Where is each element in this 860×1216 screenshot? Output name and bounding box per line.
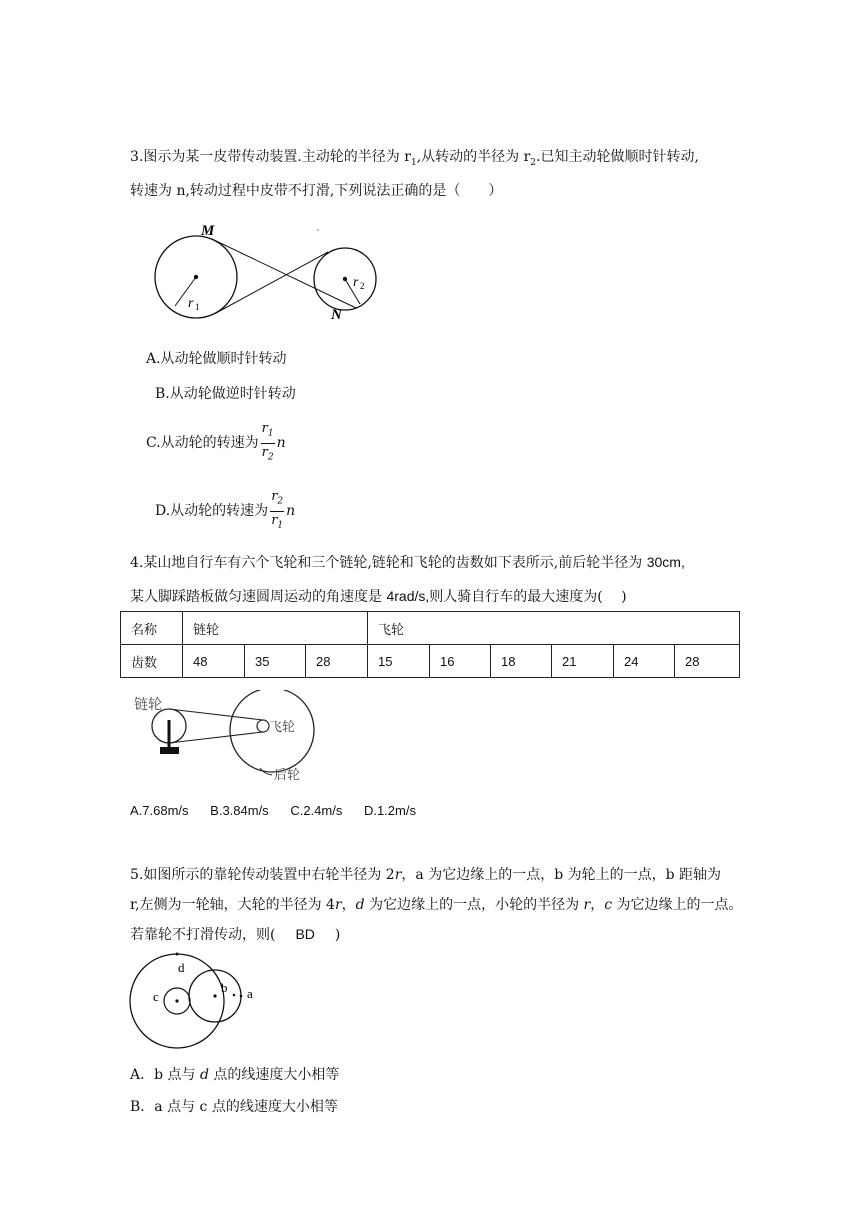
q3-option-d-num-sub: 2 (277, 496, 284, 507)
q4-line2-part-b: 4rad/s, (386, 588, 430, 604)
label-b: b (221, 980, 228, 995)
chain-upper (169, 709, 263, 720)
label-c: c (153, 989, 159, 1004)
q4-options (130, 803, 416, 818)
q3-option-d-num: r (271, 489, 278, 504)
q3-option-d-prefix: D.从动轮的转速为 (155, 503, 269, 520)
table-cell: 齿数 (121, 645, 183, 678)
label-rear-wheel: 后轮 (274, 767, 301, 782)
label-chainring: 链轮 (134, 698, 162, 713)
q5-line2-r2: r (583, 897, 591, 913)
q3-option-c-suffix: n (276, 435, 286, 452)
q4-option-c: C.2.4m/s (290, 803, 343, 818)
q5-line2-part-b: ， (341, 897, 356, 913)
q5-answer: BD (295, 926, 315, 942)
label-N: N (331, 307, 342, 323)
table-row (121, 612, 740, 645)
label-r1: r (188, 296, 194, 311)
label-r1-sub: 1 (195, 302, 200, 312)
q4-line2 (130, 586, 627, 606)
table-cell: 飞轮 (368, 612, 740, 645)
q3-option-c-num-sub: 1 (267, 428, 274, 439)
q5-line3-part-b: ) (334, 927, 341, 943)
table-cell: 28 (675, 645, 740, 678)
label-freewheel: 飞轮 (269, 719, 296, 734)
table-cell: 48 (183, 645, 245, 678)
q3-option-b: B.从动轮做逆时针转动 (155, 386, 296, 402)
q4-option-d: D.1.2m/s (363, 803, 416, 818)
q5-line2-part-c: 为它边缘上的一点，小轮的半径为 (364, 897, 584, 913)
label-d: d (178, 960, 185, 975)
q4-option-a: A.7.68m/s (130, 803, 189, 818)
table-cell: 链轮 (183, 612, 368, 645)
q3-option-c (146, 420, 286, 466)
q5-line2-c: c (604, 897, 613, 913)
table-cell: 21 (552, 645, 614, 678)
q5-option-a-part-1: A．b 点与 (130, 1067, 200, 1083)
q4-line1 (130, 552, 685, 572)
q3-option-c-num: r (261, 421, 268, 436)
q4-line2-part-c: 则人骑自行车的最大速度为( ) (429, 589, 627, 605)
gear-teeth-table (120, 611, 740, 678)
table-row (121, 645, 740, 678)
belt-lower (216, 252, 328, 313)
label-a: a (247, 986, 253, 1001)
q5-line1-r: r (394, 867, 402, 883)
label-r2: r (353, 275, 359, 290)
q5-option-b: B．a 点与 c 点的线速度大小相等 (130, 1099, 338, 1115)
q5-line2-part-a: r,左侧为一轮轴，大轮的半径为 4 (130, 897, 335, 913)
table-cell: 16 (430, 645, 491, 678)
q4-line1-part-a: 4.某山地自行车有六个飞轮和三个链轮,链轮和飞轮的齿数如下表所示,前后轮半径为 (130, 555, 643, 571)
table-cell: 35 (245, 645, 306, 678)
q5-option-a-d: d (199, 1067, 209, 1083)
q5-line3 (130, 924, 340, 944)
q5-line1 (130, 864, 721, 884)
point-b (233, 994, 236, 997)
q4-line2-part-a: 某人脚踩踏板做匀速圆周运动的角速度是 (130, 589, 382, 605)
q3-line2: 转速为 n,转动过程中皮带不打滑,下列说法正确的是（ ） (130, 183, 503, 199)
q3-option-c-den-sub: 2 (267, 452, 274, 463)
q3-line1 (130, 146, 699, 168)
friction-wheel-figure (126, 948, 276, 1054)
q4-option-b: B.3.84m/s (210, 803, 269, 818)
q5-line2 (130, 894, 743, 914)
table-cell: 15 (368, 645, 430, 678)
q3-option-c-prefix: C.从动轮的转速为 (146, 435, 259, 452)
bicycle-chain-figure (128, 690, 328, 786)
point-a (240, 995, 243, 998)
label-r2-sub: 2 (360, 281, 365, 291)
q3-option-c-fraction (261, 420, 275, 466)
q5-line3-part-a: 若靠轮不打滑传动，则( (130, 927, 276, 943)
label-M: M (201, 223, 215, 239)
q3-option-d-den-sub: 1 (277, 520, 284, 531)
q3-option-c-den: r (261, 444, 268, 460)
q5-line1-part-b: ，a 为它边缘上的一点，b 为轮上的一点，b 距轴为 (401, 867, 722, 883)
q5-line2-d: d (355, 897, 365, 913)
table-cell: 24 (614, 645, 675, 678)
q3-line1-sub1: 1 (410, 157, 417, 168)
q5-option-a (130, 1064, 339, 1084)
freewheel (257, 720, 269, 732)
table-cell: 28 (306, 645, 368, 678)
q3-option-d-fraction (270, 488, 284, 534)
q5-line2-part-e: ， (590, 897, 605, 913)
q4-line1-part-b: 30cm, (646, 554, 685, 570)
q3-line1-part-a: 3.图示为某一皮带传动装置.主动轮的半径为 r (130, 149, 411, 165)
chain-lower (169, 732, 263, 743)
q5-line2-r: r (334, 897, 342, 913)
q3-line1-sub2: 2 (530, 157, 537, 168)
table-cell: 名称 (121, 612, 183, 645)
q3-option-d-suffix: n (286, 503, 296, 520)
q3-line1-part-c: .已知主动轮做顺时针转动, (536, 149, 699, 165)
table-cell: 18 (491, 645, 552, 678)
q5-line1-part-a: 5.如图所示的靠轮传动装置中右轮半径为 2 (130, 867, 395, 883)
q5-line2-part-f: 为它边缘上的一点。 (612, 897, 743, 913)
q5-option-a-part-2: 点的线速度大小相等 (208, 1067, 340, 1083)
scan-speck (317, 229, 319, 231)
pedal-block (160, 747, 179, 754)
point-d (176, 953, 179, 956)
q3-line1-part-b: ,从转动的半径为 r (416, 149, 531, 165)
left-axis (175, 999, 178, 1002)
belt-drive-figure (148, 218, 398, 326)
q3-option-d-den: r (271, 512, 278, 528)
q3-option-d (155, 488, 295, 534)
right-axis (213, 994, 216, 997)
q3-option-a: A.从动轮做顺时针转动 (146, 351, 287, 367)
